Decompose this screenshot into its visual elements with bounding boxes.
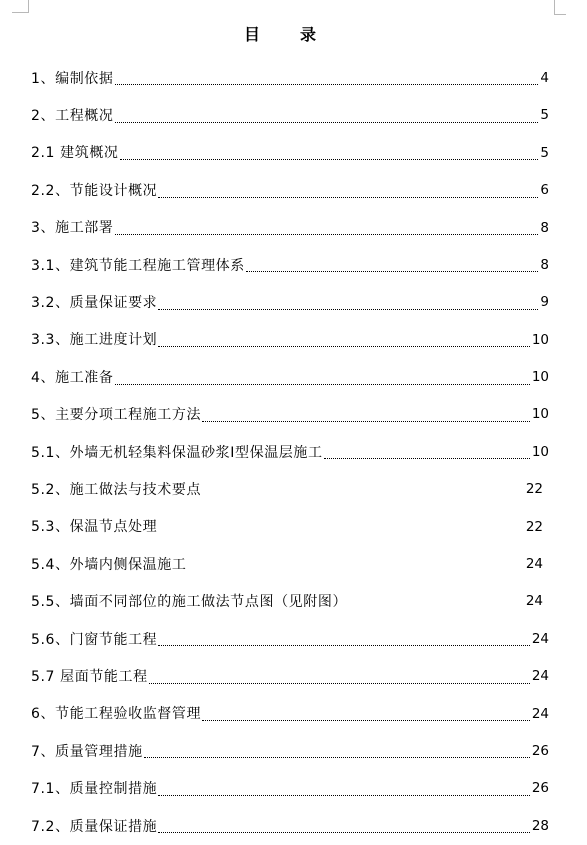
toc-entry[interactable] bbox=[31, 284, 549, 321]
toc-dot-leader bbox=[158, 644, 530, 646]
toc-entry-text: 5.7 屋面节能工程 bbox=[31, 668, 148, 685]
toc-entry[interactable] bbox=[31, 359, 549, 396]
table-of-contents bbox=[31, 60, 549, 845]
toc-entry[interactable] bbox=[31, 658, 549, 695]
toc-entry[interactable] bbox=[31, 434, 549, 471]
toc-entry-text: 4、施工准备 bbox=[31, 369, 114, 386]
toc-entry-text: 2.2、节能设计概况 bbox=[31, 182, 158, 199]
toc-dot-leader bbox=[115, 233, 539, 235]
toc-entry-text: 5.3、保温节点处理 bbox=[31, 519, 158, 536]
toc-dot-leader bbox=[120, 158, 539, 160]
toc-entry-page-number: 8 bbox=[540, 219, 549, 236]
toc-entry[interactable] bbox=[31, 172, 549, 209]
toc-entry[interactable] bbox=[31, 770, 549, 807]
toc-entry-page-number: 28 bbox=[531, 817, 549, 834]
toc-dot-leader bbox=[246, 270, 539, 272]
toc-dot-leader bbox=[158, 794, 530, 796]
toc-dot-leader bbox=[144, 756, 530, 758]
toc-entry[interactable] bbox=[31, 471, 549, 508]
toc-entry-page-number: 8 bbox=[540, 256, 549, 273]
toc-entry-page-number: 10 bbox=[531, 369, 549, 386]
toc-entry[interactable] bbox=[31, 210, 549, 247]
toc-dot-leader bbox=[202, 420, 530, 422]
toc-entry[interactable] bbox=[31, 135, 549, 172]
toc-entry-page-number: 10 bbox=[531, 331, 549, 348]
toc-entry-text: 5.6、门窗节能工程 bbox=[31, 631, 158, 648]
toc-entry[interactable] bbox=[31, 247, 549, 284]
toc-entry-page-number: 9 bbox=[540, 294, 549, 311]
toc-dot-leader bbox=[158, 308, 538, 310]
toc-title: 目 录 bbox=[243, 25, 328, 44]
toc-entry[interactable] bbox=[31, 621, 549, 658]
toc-entry-page-number: 6 bbox=[540, 182, 549, 199]
toc-entry-page-number: 24 bbox=[525, 556, 543, 573]
margin-corner-mark-right bbox=[554, 0, 555, 14]
toc-entry-page-number: 5 bbox=[540, 107, 549, 124]
toc-entry-text: 5、主要分项工程施工方法 bbox=[31, 407, 202, 424]
toc-entry-text: 5.1、外墙无机轻集料保温砂浆Ⅰ型保温层施工 bbox=[31, 444, 323, 461]
toc-entry-text: 7、质量管理措施 bbox=[31, 743, 143, 760]
toc-dot-leader bbox=[115, 121, 539, 123]
toc-entry-page-number: 10 bbox=[531, 406, 549, 423]
toc-dot-leader bbox=[158, 345, 530, 347]
toc-dot-leader bbox=[149, 682, 530, 684]
toc-entry-text: 3.2、质量保证要求 bbox=[31, 295, 158, 312]
toc-entry-text: 5.4、外墙内侧保温施工 bbox=[31, 556, 187, 573]
toc-entry-page-number: 24 bbox=[531, 630, 549, 647]
toc-entry-text: 5.2、施工做法与技术要点 bbox=[31, 481, 202, 498]
toc-entry-page-number: 24 bbox=[531, 668, 549, 685]
toc-entry-page-number: 22 bbox=[525, 481, 543, 498]
toc-entry-text: 2.1 建筑概况 bbox=[31, 145, 119, 162]
toc-entry-text: 7.1、质量控制措施 bbox=[31, 781, 158, 798]
toc-entry-page-number: 26 bbox=[531, 742, 549, 759]
toc-entry-page-number: 5 bbox=[540, 144, 549, 161]
toc-entry-text: 3.3、施工进度计划 bbox=[31, 332, 158, 349]
toc-entry-text: 3.1、建筑节能工程施工管理体系 bbox=[31, 257, 245, 274]
toc-entry[interactable] bbox=[31, 60, 549, 97]
margin-corner-mark-left bbox=[28, 0, 29, 12]
toc-dot-leader bbox=[158, 196, 538, 198]
toc-dot-leader bbox=[115, 83, 539, 85]
toc-entry[interactable] bbox=[31, 322, 549, 359]
toc-entry-text: 6、节能工程验收监督管理 bbox=[31, 706, 202, 723]
toc-entry[interactable] bbox=[31, 97, 549, 134]
toc-entry-page-number: 4 bbox=[540, 69, 549, 86]
toc-dot-leader bbox=[158, 831, 530, 833]
toc-entry-page-number: 24 bbox=[531, 705, 549, 722]
toc-entry-text: 7.2、质量保证措施 bbox=[31, 818, 158, 835]
toc-dot-leader bbox=[202, 719, 530, 721]
toc-entry[interactable] bbox=[31, 546, 549, 583]
toc-entry-page-number: 26 bbox=[531, 780, 549, 797]
toc-entry-page-number: 10 bbox=[531, 443, 549, 460]
toc-entry-page-number: 22 bbox=[525, 518, 543, 535]
toc-entry-page-number: 24 bbox=[525, 593, 543, 610]
toc-entry-text: 2、工程概况 bbox=[31, 108, 114, 125]
toc-entry[interactable] bbox=[31, 583, 549, 620]
toc-entry[interactable] bbox=[31, 808, 549, 845]
toc-entry[interactable] bbox=[31, 696, 549, 733]
toc-entry-text: 5.5、墙面不同部位的施工做法节点图（见附图） bbox=[31, 594, 348, 611]
toc-entry-text: 3、施工部署 bbox=[31, 220, 114, 237]
toc-entry[interactable] bbox=[31, 733, 549, 770]
toc-dot-leader bbox=[115, 383, 530, 385]
toc-entry[interactable] bbox=[31, 509, 549, 546]
toc-entry[interactable] bbox=[31, 397, 549, 434]
toc-entry-text: 1、编制依据 bbox=[31, 70, 114, 87]
toc-dot-leader bbox=[324, 457, 530, 459]
